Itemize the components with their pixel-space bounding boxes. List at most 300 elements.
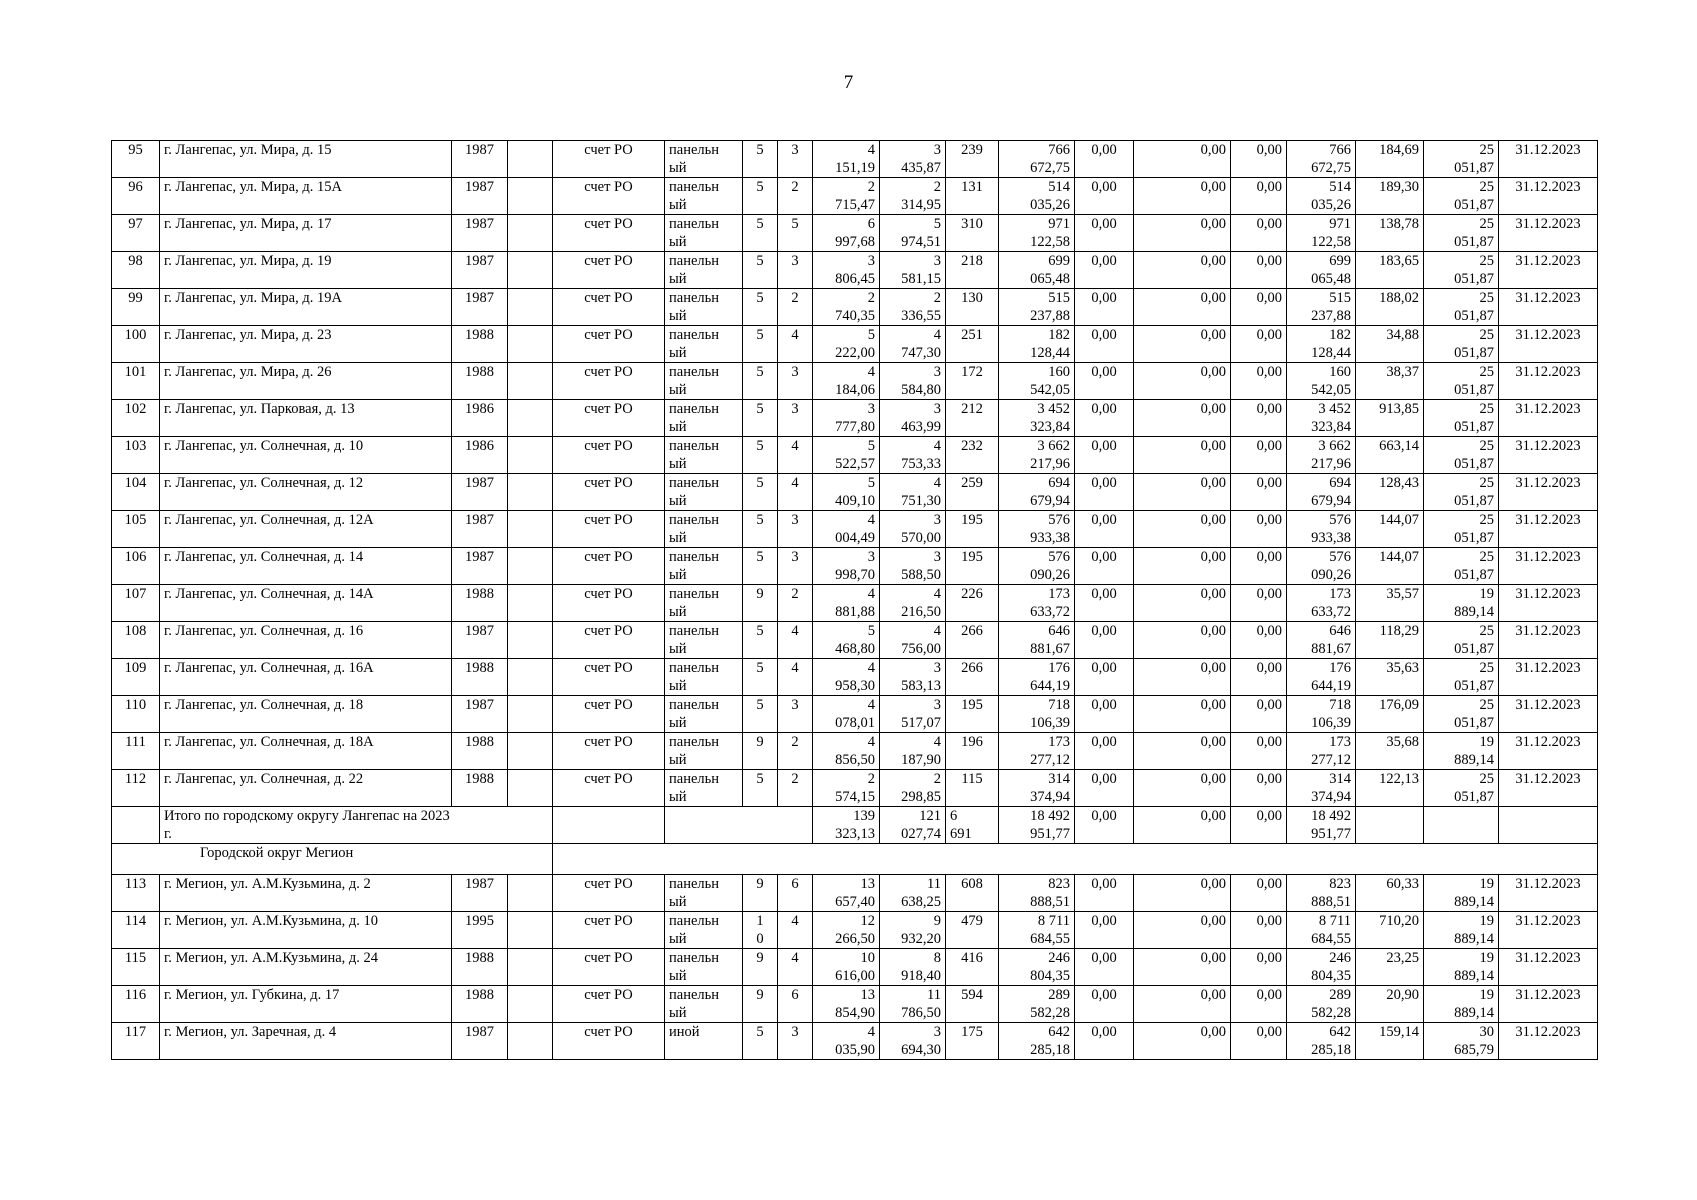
floors-cell-line: 5: [756, 401, 764, 417]
limit-cost-cell-line: 051,87: [1454, 234, 1494, 250]
living-area-cell-line: 298,85: [901, 789, 941, 805]
fund-method-cell: [553, 178, 665, 215]
total-cost-cell-line: 237,88: [1030, 308, 1070, 324]
fund-local-cell-line: 0,00: [1256, 475, 1282, 491]
address-cell: [160, 912, 452, 949]
fund-regional-cell-line: 0,00: [1200, 876, 1226, 892]
fund-method-cell-line: счет РО: [584, 660, 633, 676]
unit-cost-cell-line: 138,78: [1379, 216, 1419, 232]
residents-cell: [946, 733, 999, 770]
total-cost-cell-line: 176: [1048, 660, 1070, 676]
wall-material-cell-line: панельн: [669, 438, 719, 454]
residents-cell-line: 266: [961, 623, 983, 639]
fund-regional-cell-line: 0,00: [1200, 327, 1226, 343]
entrances-cell: [778, 1023, 813, 1060]
fund-method-cell-line: счет РО: [584, 697, 633, 713]
limit-cost-cell-line: 25: [1479, 364, 1494, 380]
address-cell: [160, 326, 452, 363]
unit-cost-cell-line: 23,25: [1386, 950, 1419, 966]
wall-material-cell-line: панельн: [669, 950, 719, 966]
wall-material-cell: [665, 1023, 743, 1060]
wall-material-cell-line: ый: [669, 197, 687, 213]
total-cost-cell: [999, 326, 1075, 363]
fund-regional-cell-line: 0,00: [1200, 950, 1226, 966]
fund-regional-cell-line: 0,00: [1200, 475, 1226, 491]
fund-regional-cell-line: 0,00: [1200, 660, 1226, 676]
floors-cell-line: 9: [756, 950, 764, 966]
entrances-cell: [778, 326, 813, 363]
row-number: [112, 770, 160, 807]
living-area-cell-line: 694,30: [901, 1042, 941, 1058]
total-cost-cell-line: 823: [1048, 876, 1070, 892]
row-number: [112, 474, 160, 511]
year-cell: [452, 252, 508, 289]
total-cost-cell-line: 090,26: [1030, 567, 1070, 583]
owners-fund-cell-line: 323,84: [1311, 419, 1351, 435]
fund-federal-cell: [1075, 770, 1134, 807]
row-number: [112, 949, 160, 986]
completion-date-cell-line: 31.12.2023: [1515, 1024, 1581, 1040]
unit-cost-cell: [1356, 986, 1424, 1023]
year-cell: [452, 1023, 508, 1060]
living-area-cell-line: 918,40: [901, 968, 941, 984]
completion-date-cell-line: 31.12.2023: [1515, 549, 1581, 565]
total-cost-cell-line: 323,84: [1030, 419, 1070, 435]
unit-cost-cell-line: 20,90: [1386, 987, 1419, 1003]
fund-local-cell-line: 0,00: [1256, 364, 1282, 380]
fund-local-cell: [1231, 141, 1287, 178]
subtotal-owners-fund-line: 951,77: [1311, 826, 1351, 842]
total-area-cell-line: 078,01: [835, 715, 875, 731]
wall-material-cell: [665, 141, 743, 178]
completion-date-cell: [1499, 437, 1598, 474]
floors-cell: [743, 289, 778, 326]
owners-fund-cell: [1287, 141, 1356, 178]
address-cell: [160, 141, 452, 178]
address-cell-line: г. Мегион, ул. Заречная, д. 4: [164, 1024, 337, 1040]
address-cell: [160, 215, 452, 252]
floors-cell: [743, 912, 778, 949]
entrances-cell: [778, 437, 813, 474]
year-cell: [452, 548, 508, 585]
limit-cost-cell-line: 25: [1479, 216, 1494, 232]
total-area-cell-line: 997,68: [835, 234, 875, 250]
completion-date-cell: [1499, 474, 1598, 511]
entrances-cell-line: 2: [791, 586, 799, 602]
floors-cell: [743, 178, 778, 215]
completion-date-cell: [1499, 178, 1598, 215]
total-area-cell-line: 3: [867, 253, 875, 269]
completion-date-cell: [1499, 770, 1598, 807]
subtotal-owners-fund-line: 18 492: [1311, 808, 1351, 824]
completion-date-cell: [1499, 363, 1598, 400]
wall-material-cell-line: ый: [669, 530, 687, 546]
total-area-cell-line: 3: [867, 401, 875, 417]
unit-cost-cell: [1356, 474, 1424, 511]
owners-fund-cell: [1287, 437, 1356, 474]
completion-date-cell-line: 31.12.2023: [1515, 697, 1581, 713]
completion-date-cell-line: 31.12.2023: [1515, 586, 1581, 602]
owners-fund-cell-line: 699: [1329, 253, 1351, 269]
floors-cell-line: 5: [756, 253, 764, 269]
floors-cell-line: 9: [756, 586, 764, 602]
table-row: [112, 622, 1598, 659]
unit-cost-cell: [1356, 548, 1424, 585]
total-area-cell-line: 13: [860, 876, 875, 892]
total-cost-cell: [999, 875, 1075, 912]
living-area-cell: [880, 912, 946, 949]
fund-federal-cell: [1075, 548, 1134, 585]
completion-date-cell-line: 31.12.2023: [1515, 327, 1581, 343]
floors-cell: [743, 1023, 778, 1060]
residents-cell: [946, 252, 999, 289]
residents-cell: [946, 875, 999, 912]
limit-cost-cell-line: 19: [1479, 950, 1494, 966]
address-cell-line: г. Лангепас, ул. Солнечная, д. 18А: [164, 734, 374, 750]
fund-regional-cell-line: 0,00: [1200, 586, 1226, 602]
floors-cell-line: 5: [756, 1024, 764, 1040]
fund-local-cell: [1231, 696, 1287, 733]
total-cost-cell-line: 8 711: [1037, 913, 1070, 929]
limit-cost-cell-line: 25: [1479, 401, 1494, 417]
wall-material-cell: [665, 363, 743, 400]
living-area-cell-line: 584,80: [901, 382, 941, 398]
subtotal-fund-regional-line: 0,00: [1200, 808, 1226, 824]
completion-date-cell: [1499, 949, 1598, 986]
completion-date-cell-line: 31.12.2023: [1515, 401, 1581, 417]
subtotal-fund-local-line: 0,00: [1256, 808, 1282, 824]
residents-cell-line: 232: [961, 438, 983, 454]
fund-local-cell-line: 0,00: [1256, 216, 1282, 232]
residents-cell: [946, 400, 999, 437]
limit-cost-cell-line: 051,87: [1454, 197, 1494, 213]
address-cell-line: г. Мегион, ул. А.М.Кузьмина, д. 2: [164, 876, 371, 892]
owners-fund-cell-line: 289: [1329, 987, 1351, 1003]
wall-material-cell: [665, 474, 743, 511]
fund-local-cell: [1231, 875, 1287, 912]
year-cell-line: 1987: [465, 697, 494, 713]
wall-material-cell-line: ый: [669, 604, 687, 620]
fund-method-cell-line: счет РО: [584, 327, 633, 343]
residents-cell-line: 266: [961, 660, 983, 676]
fund-federal-cell-line: 0,00: [1091, 364, 1117, 380]
fund-local-cell-line: 0,00: [1256, 913, 1282, 929]
completion-date-cell-line: 31.12.2023: [1515, 364, 1581, 380]
total-area-cell: [813, 215, 880, 252]
completion-date-cell-line: 31.12.2023: [1515, 771, 1581, 787]
floors-cell-line: 5: [756, 290, 764, 306]
limit-cost-cell-line: 25: [1479, 697, 1494, 713]
total-area-cell-line: 4: [867, 1024, 875, 1040]
wall-material-cell: [665, 770, 743, 807]
limit-cost-cell: [1424, 986, 1499, 1023]
limit-cost-cell: [1424, 696, 1499, 733]
fund-regional-cell-line: 0,00: [1200, 987, 1226, 1003]
fund-federal-cell-line: 0,00: [1091, 623, 1117, 639]
living-area-cell-line: 751,30: [901, 493, 941, 509]
owners-fund-cell-line: 237,88: [1311, 308, 1351, 324]
unit-cost-cell-line: 183,65: [1379, 253, 1419, 269]
table-row: [112, 733, 1598, 770]
total-area-cell-line: 2: [867, 179, 875, 195]
completion-date-cell: [1499, 875, 1598, 912]
unit-cost-cell-line: 34,88: [1386, 327, 1419, 343]
total-cost-cell-line: 804,35: [1030, 968, 1070, 984]
fund-federal-cell: [1075, 511, 1134, 548]
total-cost-cell-line: 514: [1048, 179, 1070, 195]
living-area-cell-line: 747,30: [901, 345, 941, 361]
subtotal-residents-line: 6: [950, 808, 958, 824]
owners-fund-cell: [1287, 912, 1356, 949]
living-area-cell-line: 4: [933, 586, 941, 602]
floors-cell: [743, 326, 778, 363]
wall-material-cell: [665, 437, 743, 474]
living-area-cell-line: 756,00: [901, 641, 941, 657]
fund-regional-cell-line: 0,00: [1200, 253, 1226, 269]
entrances-cell-line: 3: [791, 512, 799, 528]
table-row: [112, 548, 1598, 585]
fund-method-cell: [553, 875, 665, 912]
total-area-cell-line: 468,80: [835, 641, 875, 657]
limit-cost-cell-line: 051,87: [1454, 715, 1494, 731]
row-number: [112, 986, 160, 1023]
completion-date-cell-line: 31.12.2023: [1515, 623, 1581, 639]
fund-regional-cell: [1134, 252, 1231, 289]
wall-material-cell: [665, 252, 743, 289]
address-cell: [160, 400, 452, 437]
total-area-cell-line: 4: [867, 142, 875, 158]
fund-federal-cell-line: 0,00: [1091, 660, 1117, 676]
owners-fund-cell-line: 122,58: [1311, 234, 1351, 250]
year-cell-line: 1987: [465, 1024, 494, 1040]
residents-cell: [946, 622, 999, 659]
fund-local-cell: [1231, 622, 1287, 659]
entrances-cell: [778, 215, 813, 252]
fund-federal-cell: [1075, 696, 1134, 733]
address-cell-line: г. Мегион, ул. А.М.Кузьмина, д. 10: [164, 913, 379, 929]
total-cost-cell: [999, 252, 1075, 289]
entrances-cell: [778, 912, 813, 949]
total-area-cell-line: 3: [867, 549, 875, 565]
empty-cell: [508, 875, 553, 912]
floors-cell: [743, 511, 778, 548]
fund-local-cell: [1231, 949, 1287, 986]
region-label-line: Городской округ Мегион: [200, 845, 354, 861]
fund-method-cell-line: счет РО: [584, 216, 633, 232]
total-area-cell-line: 740,35: [835, 308, 875, 324]
total-area-cell: [813, 585, 880, 622]
total-area-cell-line: 574,15: [835, 789, 875, 805]
subtotal-living-area-line: 027,74: [901, 826, 941, 842]
fund-regional-cell-line: 0,00: [1200, 179, 1226, 195]
address-cell-line: г. Лангепас, ул. Солнечная, д. 16: [164, 623, 364, 639]
unit-cost-cell: [1356, 363, 1424, 400]
residents-cell: [946, 326, 999, 363]
living-area-cell: [880, 875, 946, 912]
total-cost-cell-line: 3 452: [1037, 401, 1070, 417]
wall-material-cell-line: панельн: [669, 142, 719, 158]
address-cell: [160, 363, 452, 400]
unit-cost-cell: [1356, 437, 1424, 474]
limit-cost-cell-line: 051,87: [1454, 530, 1494, 546]
owners-fund-cell: [1287, 585, 1356, 622]
wall-material-cell-line: панельн: [669, 549, 719, 565]
floors-cell: [743, 215, 778, 252]
year-cell: [452, 400, 508, 437]
living-area-cell-line: 3: [933, 512, 941, 528]
living-area-cell: [880, 326, 946, 363]
unit-cost-cell: [1356, 770, 1424, 807]
residents-cell-line: 310: [961, 216, 983, 232]
residents-cell: [946, 215, 999, 252]
unit-cost-cell-line: 118,29: [1379, 623, 1419, 639]
owners-fund-cell-line: 804,35: [1311, 968, 1351, 984]
wall-material-cell: [665, 326, 743, 363]
entrances-cell-line: 2: [791, 734, 799, 750]
owners-fund-cell-line: 514: [1329, 179, 1351, 195]
completion-date-cell-line: 31.12.2023: [1515, 179, 1581, 195]
housing-register-table: [111, 140, 1598, 1060]
entrances-cell: [778, 659, 813, 696]
row-number: [112, 696, 160, 733]
owners-fund-cell: [1287, 178, 1356, 215]
table-body: [112, 141, 1598, 1060]
living-area-cell: [880, 215, 946, 252]
fund-method-cell-line: счет РО: [584, 586, 633, 602]
total-cost-cell-line: 642: [1048, 1024, 1070, 1040]
completion-date-cell: [1499, 511, 1598, 548]
address-cell-line: г. Лангепас, ул. Солнечная, д. 10: [164, 438, 364, 454]
fund-local-cell: [1231, 548, 1287, 585]
owners-fund-cell-line: 246: [1329, 950, 1351, 966]
unit-cost-cell: [1356, 178, 1424, 215]
floors-cell: [743, 696, 778, 733]
table-row: [112, 326, 1598, 363]
row-number: [112, 400, 160, 437]
fund-local-cell: [1231, 1023, 1287, 1060]
unit-cost-cell-line: 159,14: [1379, 1024, 1419, 1040]
unit-cost-cell-line: 913,85: [1379, 401, 1419, 417]
fund-federal-cell: [1075, 178, 1134, 215]
fund-method-cell: [553, 215, 665, 252]
wall-material-cell-line: панельн: [669, 771, 719, 787]
living-area-cell-line: 11: [927, 876, 941, 892]
year-cell: [452, 733, 508, 770]
table-row: [112, 986, 1598, 1023]
row-number: [112, 289, 160, 326]
fund-method-cell: [553, 733, 665, 770]
wall-material-cell-line: панельн: [669, 660, 719, 676]
year-cell-line: 1988: [465, 771, 494, 787]
address-cell: [160, 696, 452, 733]
entrances-cell-line: 3: [791, 364, 799, 380]
fund-method-cell: [553, 659, 665, 696]
region-header-row: [112, 844, 1598, 875]
residents-cell-line: 416: [961, 950, 983, 966]
address-cell-line: г. Мегион, ул. А.М.Кузьмина, д. 24: [164, 950, 379, 966]
total-area-cell-line: 5: [867, 623, 875, 639]
residents-cell: [946, 511, 999, 548]
wall-material-cell: [665, 585, 743, 622]
empty-cell: [508, 548, 553, 585]
table-row: [112, 875, 1598, 912]
fund-federal-cell: [1075, 215, 1134, 252]
empty-cell: [112, 807, 160, 844]
total-area-cell: [813, 289, 880, 326]
limit-cost-cell: [1424, 875, 1499, 912]
unit-cost-cell: [1356, 585, 1424, 622]
total-cost-cell: [999, 511, 1075, 548]
unit-cost-cell: [1356, 912, 1424, 949]
floors-cell: [743, 548, 778, 585]
unit-cost-cell: [1356, 733, 1424, 770]
address-cell: [160, 252, 452, 289]
fund-federal-cell-line: 0,00: [1091, 876, 1117, 892]
wall-material-cell-line: панельн: [669, 734, 719, 750]
limit-cost-cell-line: 889,14: [1454, 894, 1494, 910]
unit-cost-cell: [1356, 326, 1424, 363]
owners-fund-cell-line: 642: [1329, 1024, 1351, 1040]
address-cell-line: г. Мегион, ул. Губкина, д. 17: [164, 987, 340, 1003]
address-cell: [160, 770, 452, 807]
unit-cost-cell: [1356, 875, 1424, 912]
total-area-cell-line: 004,49: [835, 530, 875, 546]
empty-cell: [508, 949, 553, 986]
entrances-cell: [778, 949, 813, 986]
wall-material-cell-line: ый: [669, 1005, 687, 1021]
subtotal-living-area: [880, 807, 946, 844]
empty-cell: [508, 178, 553, 215]
fund-method-cell: [553, 1023, 665, 1060]
total-area-cell-line: 4: [867, 512, 875, 528]
limit-cost-cell-line: 25: [1479, 512, 1494, 528]
empty-cell: [508, 1023, 553, 1060]
fund-method-cell: [553, 400, 665, 437]
floors-cell-line: 0: [756, 931, 764, 947]
entrances-cell-line: 4: [791, 438, 799, 454]
fund-method-cell-line: счет РО: [584, 142, 633, 158]
floors-cell: [743, 474, 778, 511]
total-area-cell-line: 184,06: [835, 382, 875, 398]
row-number-line: 100: [124, 327, 147, 343]
address-cell-line: г. Лангепас, ул. Мира, д. 15: [164, 142, 332, 158]
living-area-cell-line: 336,55: [901, 308, 941, 324]
address-cell: [160, 875, 452, 912]
wall-material-cell-line: ый: [669, 160, 687, 176]
row-number: [112, 215, 160, 252]
year-cell: [452, 585, 508, 622]
residents-cell-line: 195: [961, 512, 983, 528]
limit-cost-cell-line: 051,87: [1454, 493, 1494, 509]
subtotal-total-cost-line: 18 492: [1030, 808, 1070, 824]
owners-fund-cell-line: 176: [1329, 660, 1351, 676]
total-area-cell: [813, 252, 880, 289]
completion-date-cell: [1499, 622, 1598, 659]
residents-cell-line: 608: [961, 876, 983, 892]
year-cell: [452, 215, 508, 252]
subtotal-fund-local: [1231, 807, 1287, 844]
limit-cost-cell-line: 25: [1479, 623, 1494, 639]
row-number: [112, 585, 160, 622]
total-cost-cell: [999, 696, 1075, 733]
limit-cost-cell-line: 051,87: [1454, 160, 1494, 176]
owners-fund-cell: [1287, 622, 1356, 659]
total-area-cell-line: 13: [860, 987, 875, 1003]
wall-material-cell: [665, 400, 743, 437]
unit-cost-cell: [1356, 252, 1424, 289]
living-area-cell: [880, 949, 946, 986]
total-area-cell: [813, 511, 880, 548]
